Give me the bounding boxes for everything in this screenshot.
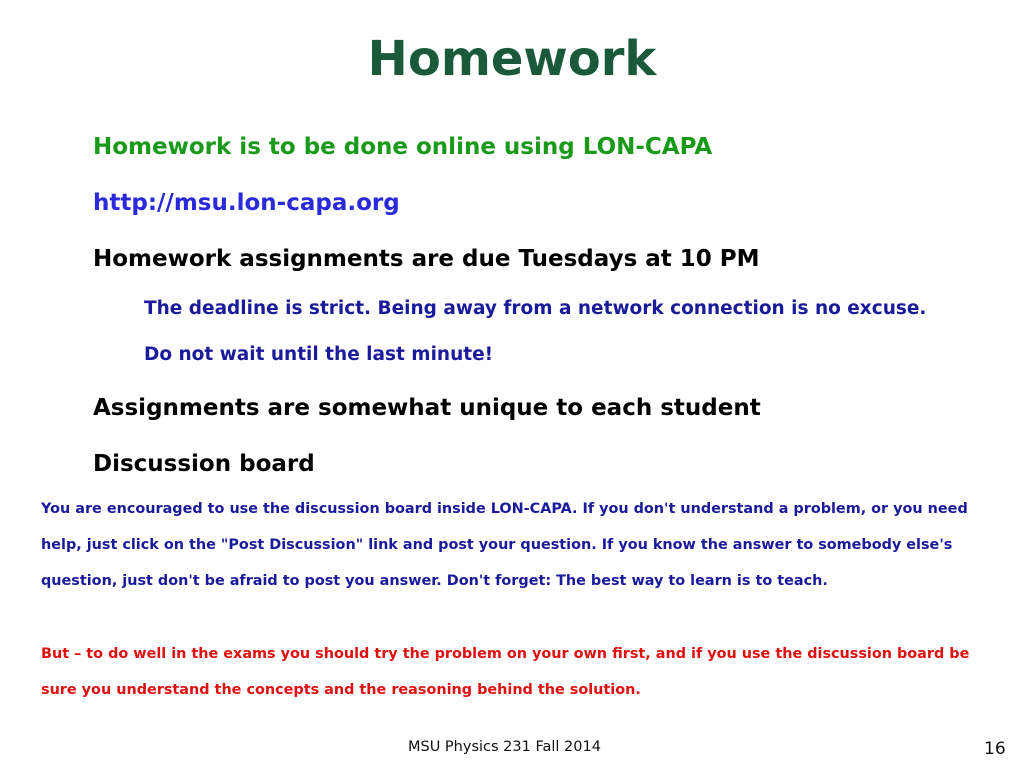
bullet-due-date: Homework assignments are due Tuesdays at 10 PM (93, 246, 760, 272)
slide-footer: MSU Physics 231 Fall 2014 (408, 739, 601, 755)
discussion-paragraph: You are encouraged to use the discussion board inside LON-CAPA. If you don't understand a problem, or you need help, just click on the "Post Discussion" link and post your question. If you know the answer to somebody else's question, just don't be afraid to post you answer. Don't forget: The best way to learn is to teach. (41, 501, 968, 589)
bullet-online-homework: Homework is to be done online using LON-CAPA (93, 134, 713, 160)
bullet-unique-assignments: Assignments are somewhat unique to each student (93, 395, 761, 421)
page-number: 16 (984, 739, 1006, 759)
slide-title: Homework (367, 31, 657, 87)
sub-bullet-do-not-wait: Do not wait until the last minute! (144, 344, 494, 365)
warning-paragraph: But – to do well in the exams you should try the problem on your own first, and if you use the discussion board be sure you understand the concepts and the reasoning behind the solution. (41, 646, 970, 698)
lon-capa-link[interactable]: http://msu.lon-capa.org (93, 190, 400, 216)
sub-bullet-deadline-strict: The deadline is strict. Being away from a network connection is no excuse. (144, 298, 927, 319)
bullet-discussion-board: Discussion board (93, 451, 315, 477)
